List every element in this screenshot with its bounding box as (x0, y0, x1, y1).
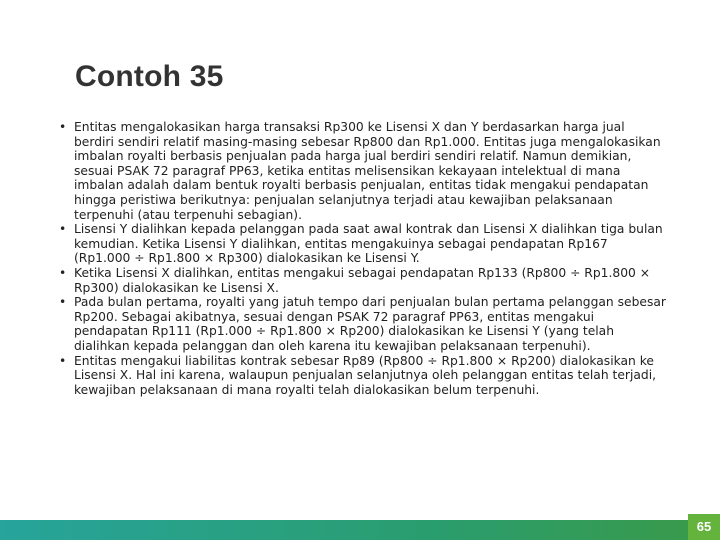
slide-title: Contoh 35 (75, 60, 224, 93)
bullet-item: • Pada bulan pertama, royalti yang jatuh tempo dari penjualan bulan pertama pelanggan sebesar Rp200. Sebagai akibatnya, sesuai dengan PSAK 72 paragraf PP63, entitas mengakui pendapatan Rp111 (Rp1.000 ÷ Rp1.800 × Rp200) dialokasikan ke Lisensi Y (yang telah dialihkan kepada pelanggan dan oleh karena itu kewajiban pelaksanaan terpenuhi). (56, 295, 666, 353)
bullet-item: • Ketika Lisensi X dialihkan, entitas mengakui sebagai pendapatan Rp133 (Rp800 ÷ Rp1.800 × Rp300) dialokasikan ke Lisensi X. (56, 266, 666, 295)
bullet-item: • Lisensi Y dialihkan kepada pelanggan pada saat awal kontrak dan Lisensi X dialihkan tiga bulan kemudian. Ketika Lisensi Y dialihkan, entitas mengakuinya sebagai pendapatan Rp167 (Rp1.000 ÷ Rp1.800 × Rp300) dialokasikan ke Lisensi Y. (56, 222, 666, 266)
footer-bar (0, 520, 720, 540)
bullet-item: • Entitas mengalokasikan harga transaksi Rp300 ke Lisensi X dan Y berdasarkan harga jual berdiri sendiri relatif masing-masing sebesar Rp800 dan Rp1.000. Entitas juga mengalokasikan imbalan royalti berbasis penjualan pada harga jual berdiri sendiri relatif. Namun demikian, sesuai PSAK 72 paragraf PP63, ketika entitas melisensikan kekayaan intelektual di mana imbalan adalah dalam bentuk royalti berbasis penjualan, entitas tidak mengakui pendapatan hingga peristiwa berikutnya: penjualan selanjutnya terjadi atau kewajiban pelaksanaan terpenuhi (atau terpenuhi sebagian). (56, 120, 666, 222)
bullet-list (56, 120, 666, 397)
page-number: 65 (688, 514, 720, 540)
bullet-item: • Entitas mengakui liabilitas kontrak sebesar Rp89 (Rp800 ÷ Rp1.800 × Rp200) dialokasikan ke Lisensi X. Hal ini karena, walaupun penjualan selanjutnya oleh pelanggan entitas telah terjadi, kewajiban pelaksanaan di mana royalti telah dialokasikan belum terpenuhi. (56, 354, 666, 398)
